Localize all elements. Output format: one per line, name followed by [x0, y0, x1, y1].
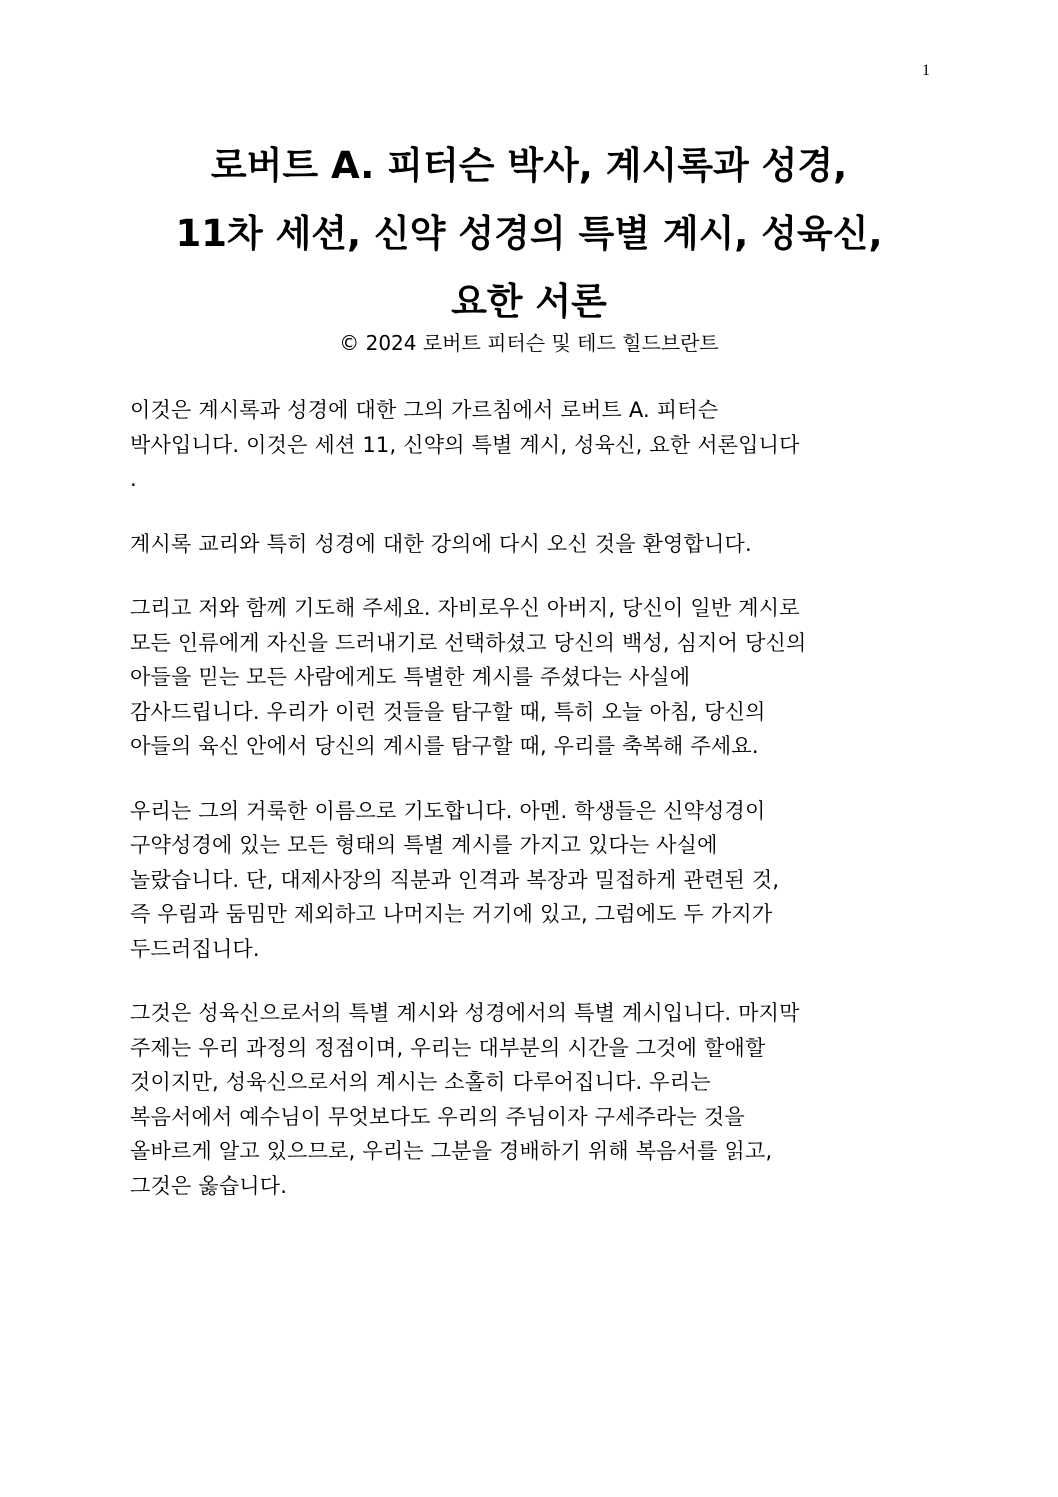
document-title	[100, 132, 958, 336]
copyright-notice: © 2024 로버트 피터슨 및 테드 힐드브란트	[339, 331, 719, 355]
text-line: 그것은 옳습니다.	[130, 1173, 288, 1198]
text-line: 복음서에서 예수님이 무엇보다도 우리의 주님이자 구세주라는 것을	[130, 1104, 745, 1129]
title-line: 로버트 A. 피터슨 박사, 계시록과 성경,	[210, 144, 848, 187]
text-line: 우리는 그의 거룩한 이름으로 기도합니다. 아멘. 학생들은 신약성경이	[130, 798, 766, 823]
text-line: .	[130, 467, 137, 491]
text-line: 아들의 육신 안에서 당신의 계시를 탐구할 때, 우리를 축복해 주세요.	[130, 734, 759, 758]
text-line: 박사입니다. 이것은 세션 11, 신약의 특별 계시, 성육신, 요한 서론입니다	[130, 432, 800, 457]
text-line: 구약성경에 있는 모든 형태의 특별 계시를 가지고 있다는 사실에	[130, 833, 718, 857]
text-line: 모든 인류에게 자신을 드러내기로 선택하셨고 당신의 백성, 심지어 당신의	[130, 630, 807, 655]
text-line: 아들을 믿는 모든 사람에게도 특별한 계시를 주셨다는 사실에	[130, 665, 691, 689]
text-line: 그리고 저와 함께 기도해 주세요. 자비로우신 아버지, 당신이 일반 계시로	[130, 596, 800, 620]
paragraph-incarnation	[130, 996, 940, 1203]
text-line: 계시록 교리와 특히 성경에 대한 강의에 다시 오신 것을 환영합니다.	[130, 531, 752, 556]
text-line: 즉 우림과 둠밈만 제외하고 나머지는 거기에 있고, 그럼에도 두 가지가	[130, 902, 773, 926]
paragraph-intro	[130, 393, 940, 497]
document-body	[130, 393, 940, 1233]
title-line: 11차 세션, 신약 성경의 특별 계시, 성육신,	[175, 212, 883, 255]
paragraph-welcome	[130, 527, 940, 562]
title-line: 요한 서론	[451, 280, 607, 323]
page-number: 1	[922, 62, 930, 79]
text-line: 주제는 우리 과정의 정점이며, 우리는 대부분의 시간을 그것에 할애할	[130, 1035, 766, 1060]
paragraph-prayer	[130, 591, 940, 764]
text-line: 감사드립니다. 우리가 이런 것들을 탐구할 때, 특히 오늘 아침, 당신의	[130, 699, 766, 724]
text-line: 올바르게 알고 있으므로, 우리는 그분을 경배하기 위해 복음서를 읽고,	[130, 1139, 773, 1163]
text-line: 두드러집니다.	[130, 936, 260, 961]
text-line: 그것은 성육신으로서의 특별 계시와 성경에서의 특별 계시입니다. 마지막	[130, 1001, 800, 1025]
text-line: 이것은 계시록과 성경에 대한 그의 가르침에서 로버트 A. 피터슨	[130, 398, 719, 422]
text-line: 것이지만, 성육신으로서의 계시는 소홀히 다루어집니다. 우리는	[130, 1070, 711, 1094]
paragraph-amen	[130, 794, 940, 967]
text-line: 놀랐습니다. 단, 대제사장의 직분과 인격과 복장과 밀접하게 관련된 것,	[130, 867, 780, 892]
